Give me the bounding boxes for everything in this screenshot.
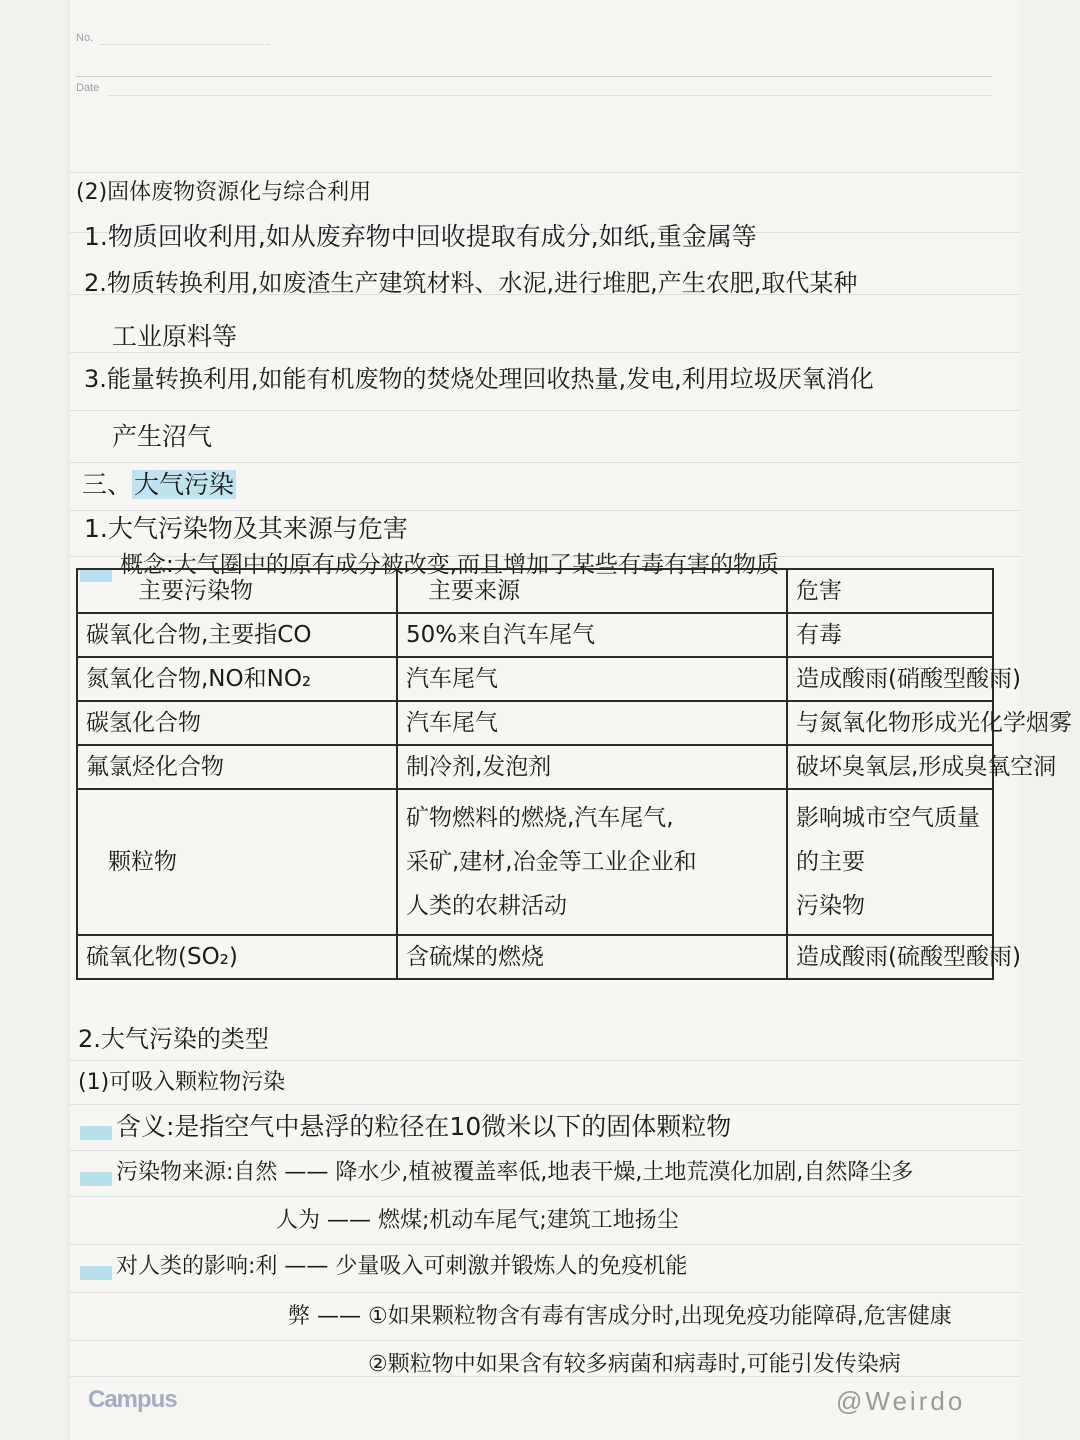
watermark-text: @Weirdo [836, 1386, 966, 1416]
section-3-heading [82, 470, 236, 500]
header-harm: 危害 [787, 569, 993, 613]
highlight-marker [80, 1266, 112, 1280]
table-header-row [77, 569, 993, 613]
harm-cell: 与氮氧化物形成光化学烟雾 [787, 701, 993, 745]
header-source: 主要来源 [397, 569, 787, 613]
source-cell: 含硫煤的燃烧 [397, 935, 787, 979]
harm-cell: 破坏臭氧层,形成臭氧空洞 [787, 745, 993, 789]
pollutant-cell: 颗粒物 [77, 789, 397, 935]
meaning-line: 含义:是指空气中悬浮的粒径在10微米以下的固体颗粒物 [116, 1112, 732, 1141]
table-row [77, 935, 993, 979]
item-2-line-2: 工业原料等 [112, 322, 238, 351]
effect-harm-line-1: 弊 —— ①如果颗粒物含有毒有害成分时,出现免疫功能障碍,危害健康 [288, 1304, 952, 1329]
source-natural-line: 污染物来源:自然 —— 降水少,植被覆盖率低,地表干燥,土地荒漠化加剧,自然降尘多 [116, 1160, 914, 1185]
item-3-line-1: 3.能量转换利用,如能有机废物的焚烧处理回收热量,发电,利用垃圾厌氧消化 [84, 365, 874, 393]
pollutant-cell: 碳氢化合物 [77, 701, 397, 745]
pollutant-cell: 氮氧化合物,NO和NO₂ [77, 657, 397, 701]
subsection-2-title: 2.大气污染的类型 [78, 1025, 269, 1053]
campus-logo: Campus [88, 1386, 177, 1413]
table-row [77, 745, 993, 789]
table-row [77, 789, 993, 935]
pollutant-cell: 硫氧化物(SO₂) [77, 935, 397, 979]
item-3-line-2: 产生沼气 [112, 422, 213, 451]
section-3-prefix: 三、 [82, 470, 133, 499]
no-label: No. [76, 32, 94, 44]
pollutant-cell: 氟氯烃化合物 [77, 745, 397, 789]
subsection-1-title: 1.大气污染物及其来源与危害 [84, 514, 408, 543]
source-cell: 汽车尾气 [397, 657, 787, 701]
pollutant-cell: 碳氧化合物,主要指CO [77, 613, 397, 657]
harm-cell: 影响城市空气质量的主要 污染物 [787, 789, 993, 935]
date-line [108, 95, 992, 96]
concept-line: 概念:大气圈中的原有成分被改变,而且增加了某些有毒有害的物质 [120, 552, 780, 578]
item-1: 1.物质回收利用,如从废弃物中回收提取有成分,如纸,重金属等 [84, 222, 757, 251]
source-cell: 汽车尾气 [397, 701, 787, 745]
effect-benefit-line: 对人类的影响:利 —— 少量吸入可刺激并锻炼人的免疫机能 [116, 1254, 688, 1279]
section-2-title: (2)固体废物资源化与综合利用 [76, 180, 372, 205]
table-row [77, 701, 993, 745]
harm-cell: 造成酸雨(硫酸型酸雨) [787, 935, 993, 979]
highlight-marker [80, 1126, 112, 1140]
pollutant-table [76, 568, 1072, 980]
harm-cell: 造成酸雨(硝酸型酸雨) [787, 657, 993, 701]
source-human-line: 人为 —— 燃煤;机动车尾气;建筑工地扬尘 [276, 1208, 679, 1233]
source-cell: 制冷剂,发泡剂 [397, 745, 787, 789]
header-pollutant: 主要污染物 [77, 569, 397, 613]
subsection-2-1-title: (1)可吸入颗粒物污染 [78, 1070, 286, 1095]
source-cell: 矿物燃料的燃烧,汽车尾气, 采矿,建材,冶金等工业企业和 人类的农耕活动 [397, 789, 787, 935]
section-3-title: 大气污染 [134, 470, 235, 499]
effect-harm-line-2: ②颗粒物中如果含有较多病菌和病毒时,可能引发传染病 [368, 1352, 901, 1377]
header-divider [76, 76, 992, 77]
no-line [100, 44, 270, 46]
date-label: Date [76, 82, 100, 94]
harm-cell: 有毒 [787, 613, 993, 657]
item-2-line-1: 2.物质转换利用,如废渣生产建筑材料、水泥,进行堆肥,产生农肥,取代某种 [84, 269, 858, 297]
source-cell: 50%来自汽车尾气 [397, 613, 787, 657]
highlight-marker [80, 1172, 112, 1186]
table-row [77, 657, 993, 701]
table-row [77, 613, 993, 657]
